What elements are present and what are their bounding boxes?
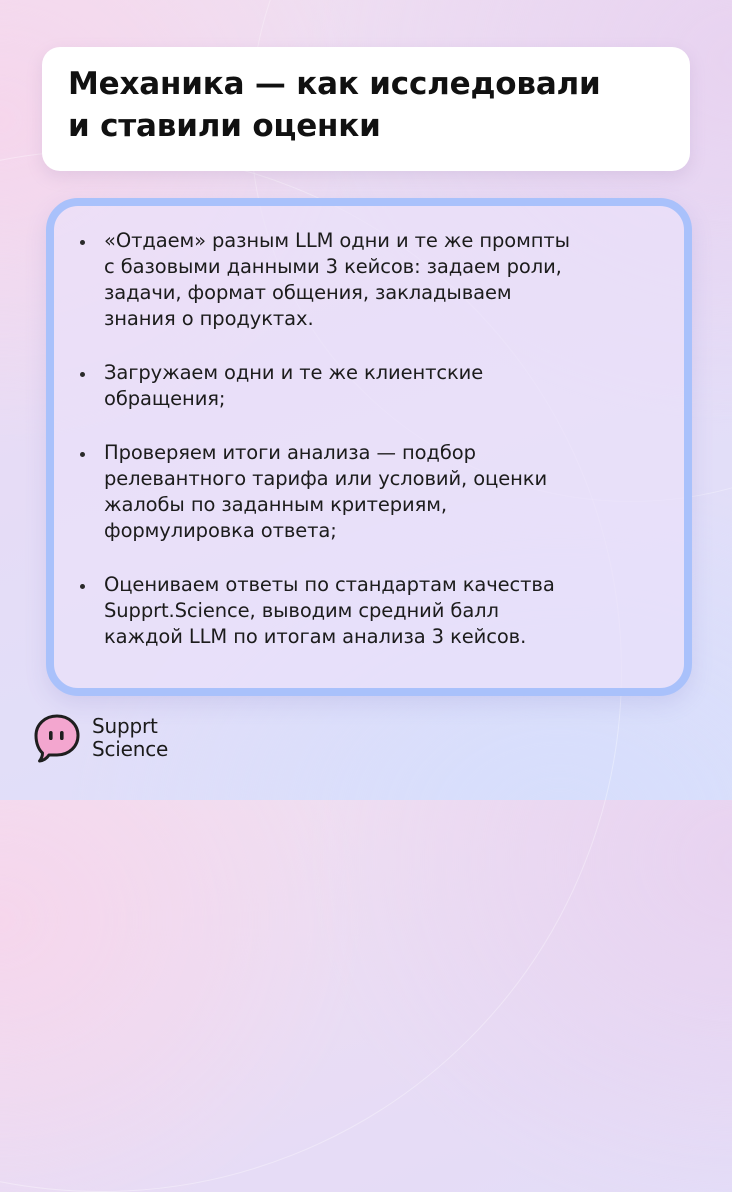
bullet-text-line: Оцениваем ответы по стандартам качества <box>104 573 555 596</box>
bullet-text-line: формулировка ответа; <box>104 519 337 542</box>
bullet-text-line: каждой LLM по итогам анализа 3 кейсов. <box>104 625 527 648</box>
bullet-list <box>78 228 658 650</box>
bullet-item <box>78 360 658 412</box>
logo-line: Supprt <box>92 714 158 738</box>
bullet-text-line: релевантного тарифа или условий, оценки <box>104 467 548 490</box>
bullet-dot-icon <box>80 584 85 589</box>
bullet-text-line: с базовыми данными 3 кейсов: задаем роли, <box>104 255 562 278</box>
bullet-dot-icon <box>80 240 85 245</box>
bullet-item <box>78 572 658 650</box>
bullet-text-line: обращения; <box>104 387 226 410</box>
content-card <box>46 198 692 696</box>
bullet-text-line: Supprt.Science, выводим средний балл <box>104 599 499 622</box>
logo-line: Science <box>92 737 169 761</box>
bullet-text-line: Проверяем итоги анализа — подбор <box>104 441 476 464</box>
chat-bubble-face-icon <box>32 712 82 764</box>
title-line: и ставили оценки <box>68 108 381 144</box>
bullet-text-line: знания о продуктах. <box>104 307 314 330</box>
bullet-item <box>78 228 658 332</box>
title-line: Механика — как исследовали <box>68 66 601 102</box>
logo-wordmark <box>92 715 168 761</box>
bullet-dot-icon <box>80 372 85 377</box>
bullet-text-line: «Отдаем» разным LLM одни и те же промпты <box>104 229 570 252</box>
bullet-text-line: жалобы по заданным критериям, <box>104 493 447 516</box>
bullet-dot-icon <box>80 452 85 457</box>
bullet-text-line: Загружаем одни и те же клиентские <box>104 361 484 384</box>
bullet-item <box>78 440 658 544</box>
title-card <box>42 47 690 171</box>
brand-logo <box>32 712 168 764</box>
bullet-text-line: задачи, формат общения, закладываем <box>104 281 512 304</box>
